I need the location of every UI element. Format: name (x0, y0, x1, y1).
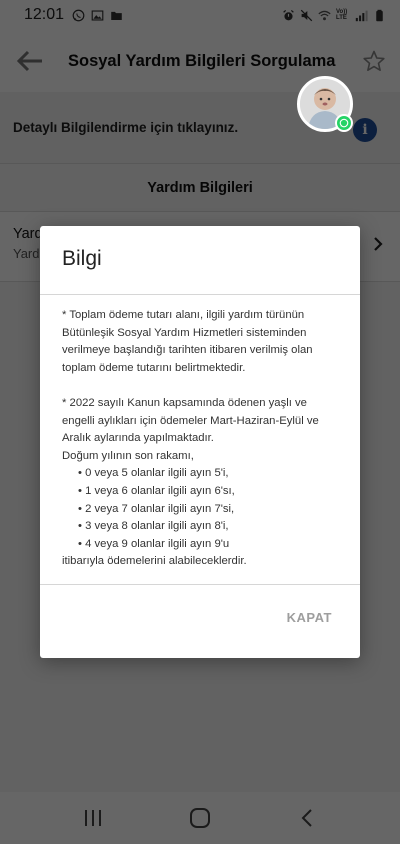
bullet-item: • 2 veya 7 olanlar ilgili ayın 7'si, (78, 502, 235, 515)
whatsapp-icon (339, 118, 349, 128)
dialog-paragraph: * Toplam ödeme tutarı alanı, ilgili yardım türünün Bütünleşik Sosyal Yardım Hizmetleri sisteminden verilmeye başlandığı tarihten itibaren verilmiş olan toplam ödeme tutarını belirtmektedir. (62, 309, 313, 374)
dialog-paragraph: Doğum yılının son rakamı, (62, 449, 194, 462)
dialog-divider (40, 294, 360, 295)
paragraph-gap (62, 377, 342, 395)
close-button[interactable]: KAPAT (286, 610, 332, 625)
dialog-body (62, 307, 342, 571)
bullet-item: • 1 veya 6 olanlar ilgili ayın 6'sı, (78, 484, 235, 497)
dialog-title: Bilgi (62, 247, 102, 270)
bullet-item: • 0 veya 5 olanlar ilgili ayın 5'i, (78, 467, 229, 480)
info-dialog (40, 226, 360, 658)
whatsapp-badge (335, 114, 353, 132)
bullet-item: • 4 veya 9 olanlar ilgili ayın 9'u (78, 537, 230, 550)
dialog-divider (40, 584, 360, 585)
bullet-item: • 3 veya 8 olanlar ilgili ayın 8'i, (78, 520, 229, 533)
dialog-paragraph: itibarıyla ödemelerini alabileceklerdir. (62, 555, 247, 568)
dialog-paragraph: * 2022 sayılı Kanun kapsamında ödenen yaşlı ve engelli aylıkları için ödemeler Mart-Haziran-Eylül ve Aralık aylarında yapılmaktadır. (62, 396, 319, 445)
